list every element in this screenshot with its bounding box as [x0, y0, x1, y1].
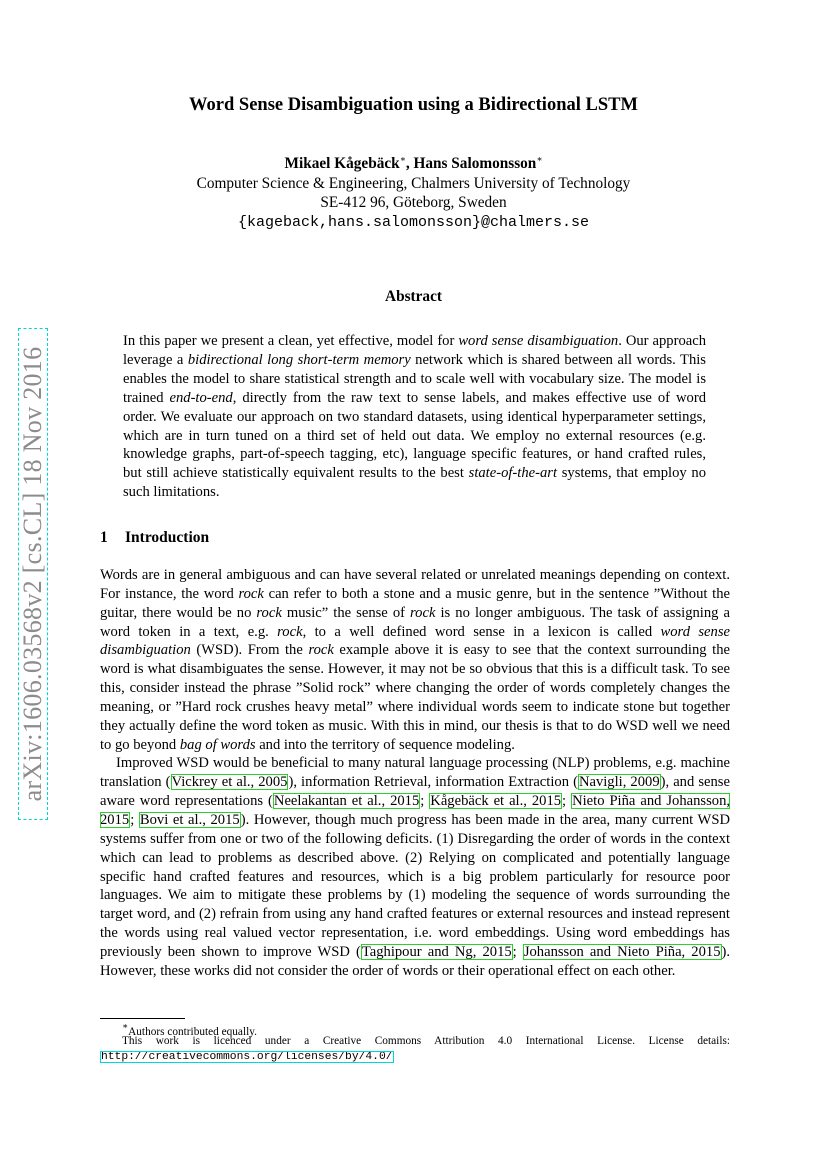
text-segment: example above it is easy to see that the context surrounding the word is what disambiguates the sense. However, it may not be so obvious that this is a difficult task. To see this, consider instead the phrase ”Solid rock” where changing the order of words completely changes the meaning, or ”Hard rock crushes heavy metal” where individual words seem to indicate stone but together they actually define the word token as music. With this in mind, our thesis is that to do WSD well we need to go beyond — [100, 642, 730, 753]
email: {kageback,hans.salomonsson}@chalmers.se — [237, 213, 590, 231]
citation-link[interactable]: Navigli, 2009 — [578, 774, 660, 791]
license-url-link[interactable]: http://creativecommons.org/licenses/by/4.0/ — [101, 1050, 393, 1063]
footnote-rule — [100, 1018, 185, 1019]
abstract-segment: systems, that employ no such limitations. — [123, 465, 707, 501]
text-segment: ). However, these works did not consider the order of words or their operational effect on each other. — [100, 943, 731, 979]
abstract-text — [123, 332, 706, 502]
abstract-segment: network which is shared between all words. This enables the model to share statistical strength and to scale well with vocabulary size. The model is trained — [123, 351, 706, 406]
address: SE-412 96, Göteborg, Sweden — [320, 194, 507, 211]
text-segment: , to a well defined word sense in a lexicon is called — [302, 623, 661, 640]
citation-separator: ; — [512, 943, 523, 960]
arxiv-stamp[interactable] — [18, 328, 48, 820]
abstract-emphasis: state-of-the-art — [468, 465, 557, 482]
author-names: Mikael Kågebäck∗, Hans Salomonsson∗ — [284, 154, 543, 172]
text-segment: ). However, though much progress has been made in the area, many current WSD systems suffer from one or two of the following deficits. (1) Disregarding the order of words in the context which can lead to problems as described above. (2) Relying on complicated and potentially language specific hand crafted features and resources, which is a big problem particularly for resource poor languages. We aim to mitigate these problems by (1) modeling the sequence of words surrounding the target word, and (2) refrain from using any hand crafted features or external resources and instead represent the words using real valued vector representation, i.e. word embeddings. Using word embeddings has previously been shown to improve WSD ( — [100, 811, 730, 960]
footnote-mark: ∗ — [122, 1021, 129, 1031]
paper-title: Word Sense Disambiguation using a Bidirectional LSTM — [189, 95, 638, 115]
text-segment: music” the sense of — [281, 604, 411, 621]
citation-separator: ; — [130, 811, 139, 828]
abstract-segment: . Our approach leverage a — [123, 333, 707, 368]
emphasis: rock — [410, 604, 436, 621]
emphasis: word sense disambiguation — [100, 623, 730, 659]
abstract-emphasis: bidirectional long short-term memory — [187, 351, 411, 368]
emphasis: rock — [238, 585, 264, 602]
citation-link[interactable]: Neelakantan et al., 2015 — [273, 793, 420, 810]
arxiv-stamp-text: arXiv:1606.03568v2 [cs.CL] 18 Nov 2016 — [18, 346, 47, 802]
footnote-text: Authors contributed equally. — [128, 1026, 257, 1038]
text-segment: can refer to both a stone and a music genre, but in the sentence ”Without the guitar, there would be no — [100, 585, 730, 621]
citation-separator: ; — [420, 793, 430, 810]
abstract-heading: Abstract — [385, 288, 442, 305]
text-segment: Improved WSD would be beneficial to many natural language processing (NLP) problems, e.g. machine translation ( — [100, 755, 730, 791]
license-text: This work is licenced under a Creative Commons Attribution 4.0 International License. License details: — [122, 1035, 730, 1047]
citation-link[interactable]: Taghipour and Ng, 2015 — [361, 943, 512, 960]
text-segment: ), and sense aware word representations ( — [100, 774, 730, 810]
affiliation: Computer Science & Engineering, Chalmers University of Technology — [196, 174, 631, 192]
author-1-mark: ∗ — [399, 154, 406, 164]
abstract-segment: , directly from the raw text to sense labels, and makes effective use of word order. We evaluate our approach on two standard datasets, using identical hyperparameter settings, which are in turn tuned on a third set of held out data. We employ no external resources (e.g. knowledge graphs, part-of-speech tagging, etc), language specific features, or hand crafted rules, but still achieve statistically equivalent results to the best — [123, 389, 706, 482]
text-segment: Words are in general ambiguous and can have several related or unrelated meanings depending on context. For instance, the word — [100, 567, 730, 602]
emphasis: rock — [277, 623, 303, 640]
citation-link[interactable]: Bovi et al., 2015 — [139, 811, 240, 828]
footnote-license — [100, 1034, 730, 1064]
emphasis: rock — [308, 642, 334, 659]
emphasis: bag of words — [179, 736, 256, 753]
introduction-body — [100, 566, 730, 981]
emphasis: rock — [256, 604, 282, 621]
paragraph-2 — [100, 754, 730, 980]
paragraph-1 — [100, 566, 730, 754]
citation-separator: ; — [562, 793, 572, 810]
citation-link[interactable]: Nieto Piña and Johansson, 2015 — [100, 793, 731, 828]
abstract-emphasis: end-to-end — [169, 389, 233, 406]
citation-link[interactable]: Johansson and Nieto Piña, 2015 — [523, 943, 721, 960]
citation-link[interactable]: Kågebäck et al., 2015 — [430, 793, 562, 810]
author-2: Hans Salomonsson — [413, 155, 537, 172]
citation-link[interactable]: Vickrey et al., 2005 — [171, 774, 288, 791]
author-2-mark: ∗ — [536, 154, 543, 164]
abstract-segment: In this paper we present a clean, yet effective, model for — [123, 333, 459, 349]
author-1: Mikael Kågebäck — [284, 155, 400, 172]
author-block — [0, 150, 827, 232]
text-segment: ), information Retrieval, information Extraction ( — [288, 774, 578, 791]
text-segment: is no longer ambiguous. The task of assigning a word token in a text, e.g. — [100, 604, 730, 640]
text-segment: and into the territory of sequence modeling. — [255, 736, 515, 753]
section-title: Introduction — [125, 529, 210, 546]
section-number: 1 — [100, 529, 108, 546]
text-segment: (WSD). From the — [190, 642, 309, 659]
section-heading — [100, 529, 209, 547]
abstract-emphasis: word sense disambiguation — [458, 333, 619, 349]
